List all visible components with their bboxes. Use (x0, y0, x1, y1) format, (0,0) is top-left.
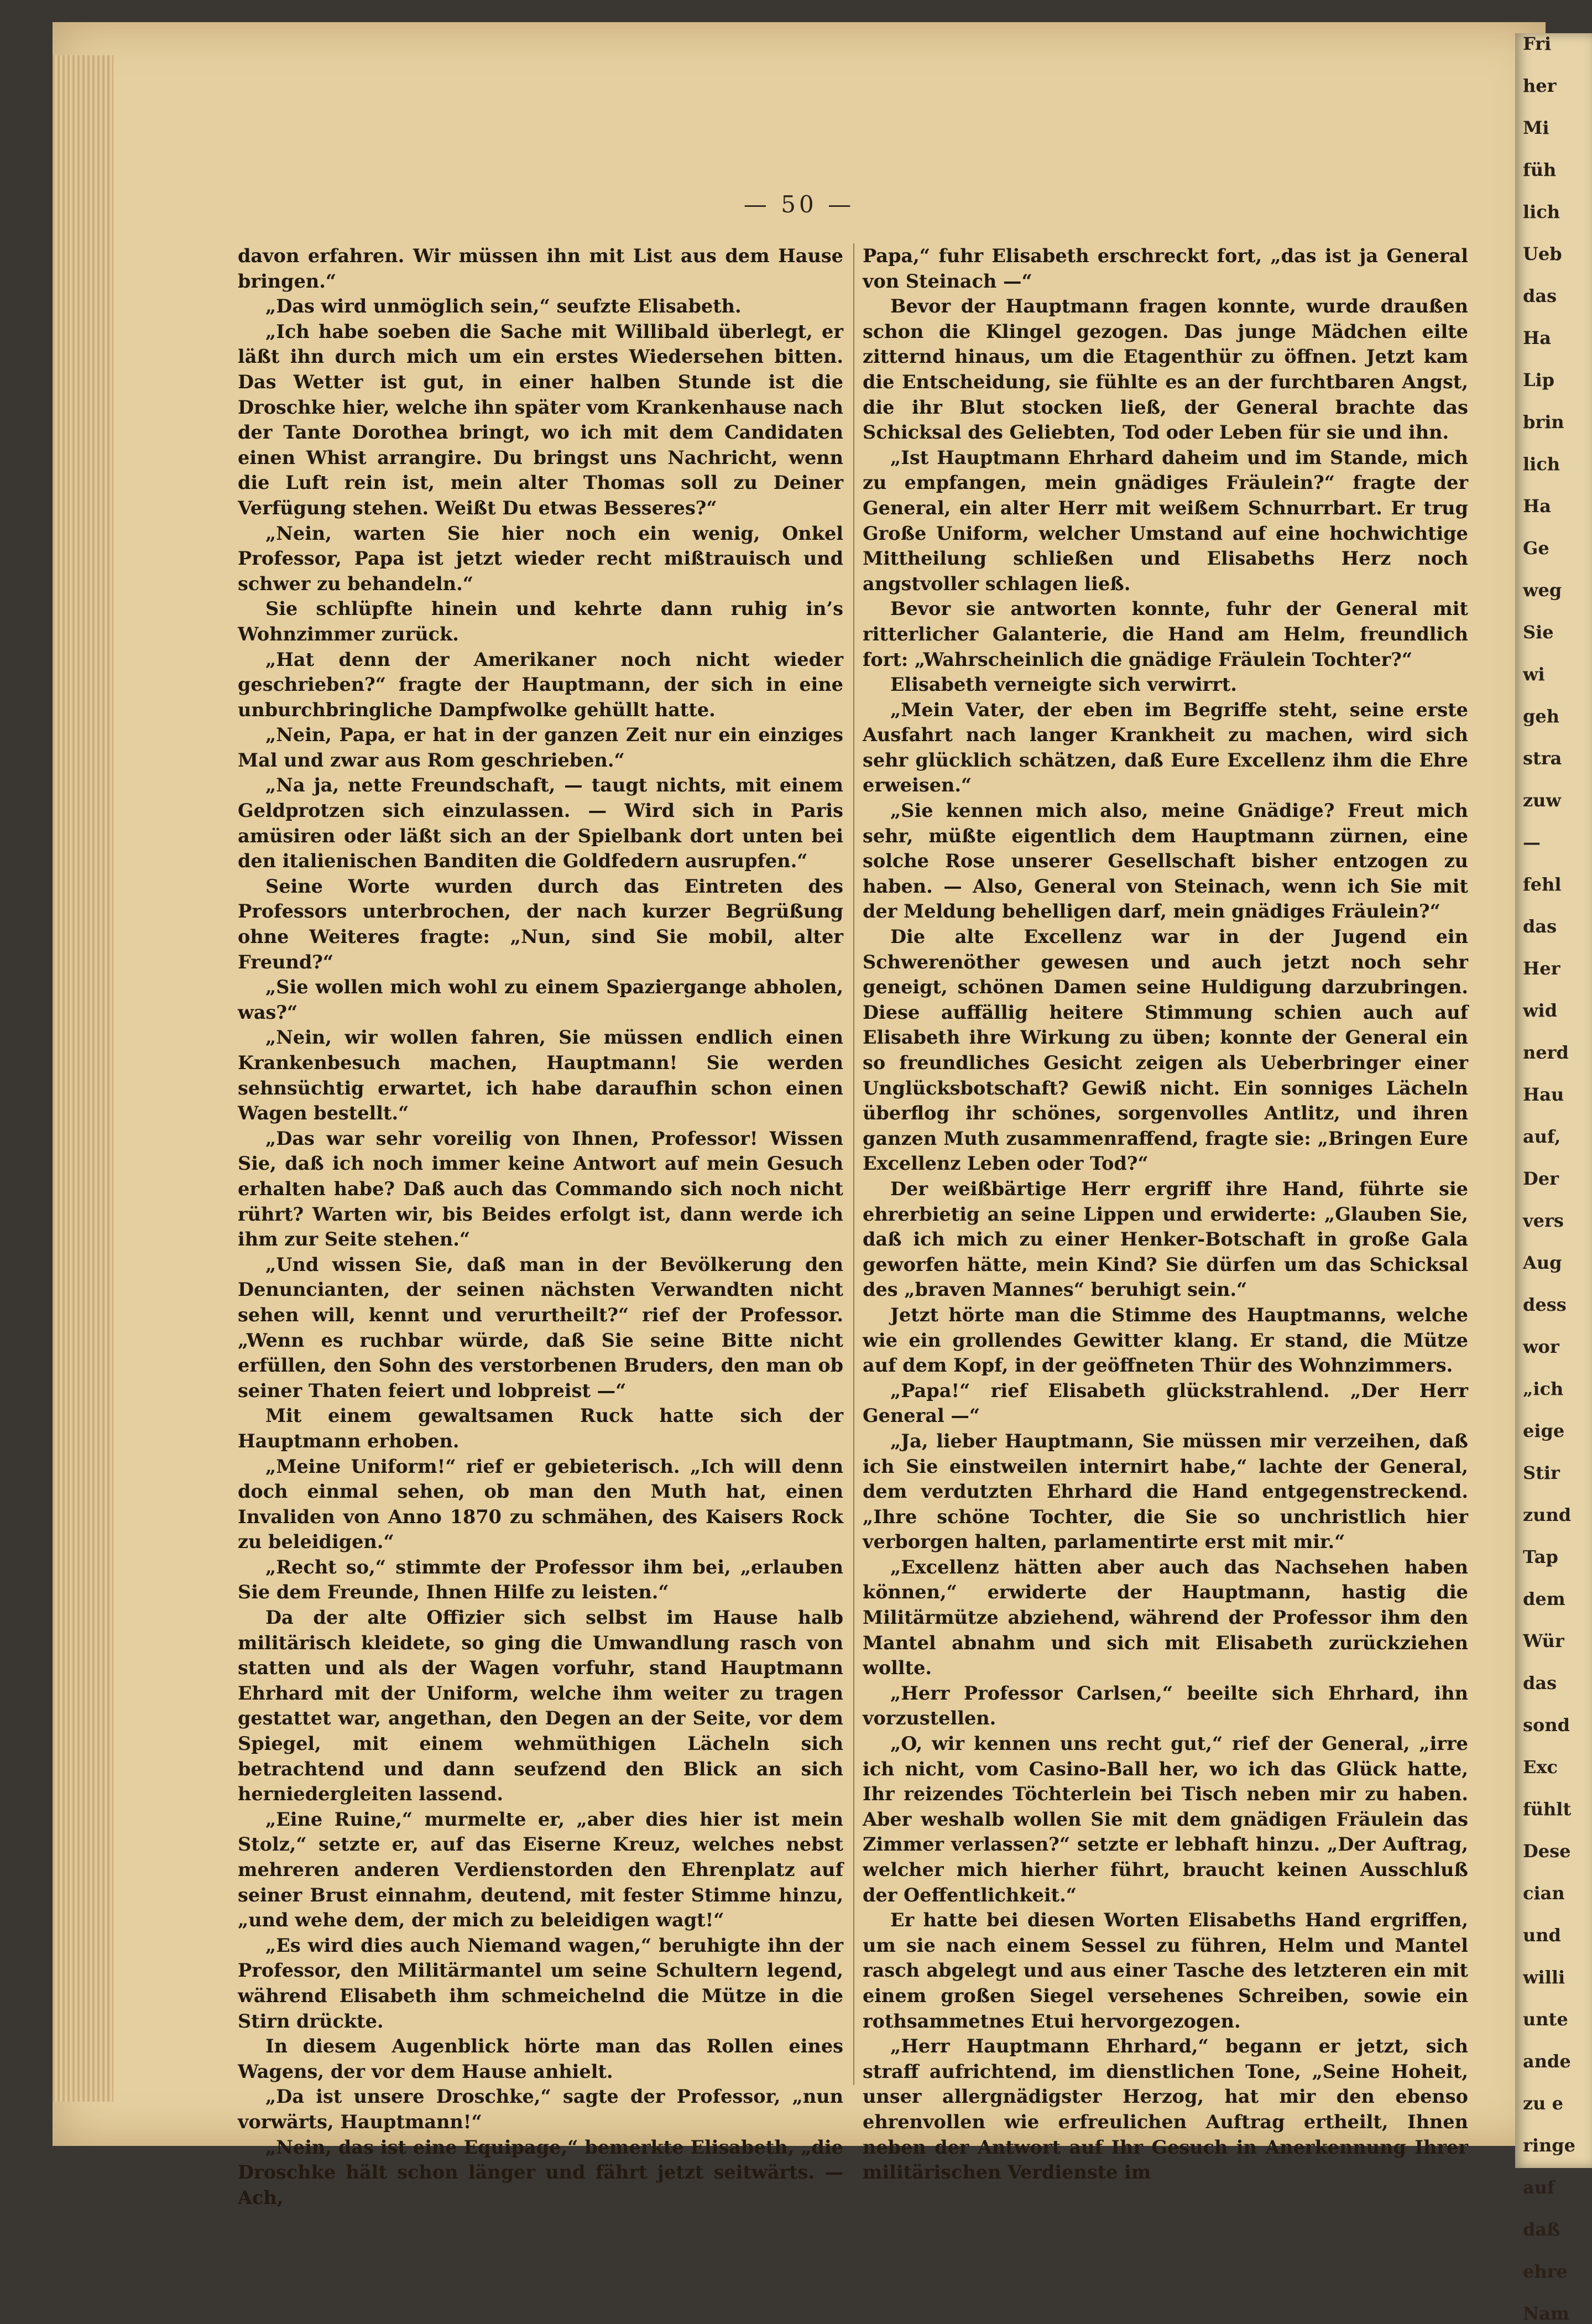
paragraph: „Nein, wir wollen fahren, Sie müssen endlich einen Krankenbesuch machen, Hauptmann! Sie werden sehnsüchtig erwartet, ich habe daraufhin schon einen Wagen bestellt.“ (238, 1026, 843, 1124)
next-page-fragment: dem (1523, 1588, 1565, 1609)
paragraph: „Da ist unsere Droschke,“ sagte der Professor, „nun vorwärts, Hauptmann!“ (238, 2086, 843, 2133)
paragraph: „Herr Hauptmann Ehrhard,“ begann er jetzt, sich straff aufrichtend, im dienstlichen Tone, „Seine Hoheit, unser allergnädigster Herzog, hat mir den ebenso ehrenvollen wie erfreulichen Auftrag ertheilt, Ihnen neben der Antwort auf Ihr Gesuch in Anerkennung Ihrer militärischen Verdienste im (863, 2035, 1468, 2184)
next-page-fragment: lich (1523, 454, 1560, 475)
paragraph: „Das war sehr voreilig von Ihnen, Professor! Wissen Sie, daß ich noch immer keine Antwort auf mein Gesuch erhalten habe? Daß auch das Commando sich noch nicht rührt? Warten wir, bis Beides erfolgt ist, dann werde ich ihm zur Seite stehen.“ (238, 1127, 843, 1250)
paragraph: „Hat denn der Amerikaner noch nicht wieder geschrieben?“ fragte der Hauptmann, der sich in eine unburchbringliche Dampfwolke gehüllt hatte. (238, 648, 843, 721)
next-page-fragment: zu e (1523, 2093, 1563, 2114)
paragraph: „Ja, lieber Hauptmann, Sie müssen mir verzeihen, daß ich Sie einstweilen internirt habe,“ lachte der General, dem verdutzten Ehrhard die Hand entgegenstreckend. „Ihre schöne Tochter, die Sie so unchristlich hier verborgen halten, parlamentirte erst mit mir.“ (863, 1430, 1468, 1553)
next-page-fragment: „ich (1523, 1378, 1564, 1399)
paragraph: „Mein Vater, der eben im Begriffe steht, seine erste Ausfahrt nach langer Krankheit zu machen, wird sich sehr glücklich schätzen, daß Eure Excellenz ihm die Ehre erweisen.“ (863, 699, 1468, 796)
next-page-fragment: wor (1523, 1336, 1559, 1357)
next-page-fragment: auf (1523, 2177, 1555, 2198)
paragraph: „O, wir kennen uns recht gut,“ rief der General, „irre ich nicht, vom Casino-Ball her, wo ich das Glück hatte, Ihr reizendes Töchterlein bei Tisch neben mir zu haben. Aber weshalb wollen Sie mit dem gnädigen Fräulein das Zimmer verlassen?“ setzte er lebhaft hinzu. „Der Auftrag, welcher mich hierher führt, braucht keinen Ausschluß der Oeffentlichkeit.“ (863, 1733, 1468, 1906)
next-page-fragment: nerd (1523, 1042, 1569, 1063)
next-page-fragment: Der (1523, 1168, 1559, 1189)
paragraph: „Meine Uniform!“ rief er gebieterisch. „Ich will denn doch einmal sehen, ob man den Muth hat, einen Invaliden von Anno 1870 zu schmähen, des Kaisers Rock zu beleidigen.“ (238, 1455, 843, 1553)
paragraph: „Ich habe soeben die Sache mit Willibald überlegt, er läßt ihn durch mich um ein erstes Wiedersehen bitten. Das Wetter ist gut, in einer halben Stunde ist die Droschke hier, welche ihn später vom Krankenhause nach der Tante Dorothea bringt, wo ich mit dem Candidaten einen Whist arrangire. Du bringst uns Nachricht, wenn die Luft rein ist, mein alter Thomas soll zu Deiner Verfügung stehen. Weißt Du etwas Besseres?“ (238, 320, 843, 519)
next-page-fragment: Aug (1523, 1252, 1562, 1273)
page-edges (53, 55, 113, 2102)
next-page-edge (1515, 33, 1592, 2324)
paragraph: „Ist Hauptmann Ehrhard daheim und im Stande, mich zu empfangen, mein gnädiges Fräulein?“ fragte der General, ein alter Herr mit weißem Schnurrbart. Er trug Große Uniform, welcher Umstand auf eine hochwichtige Mittheilung schließen und Elisabeths Herz noch angstvoller schlagen ließ. (863, 446, 1468, 595)
paragraph: „Recht so,“ stimmte der Professor ihm bei, „erlauben Sie dem Freunde, Ihnen Hilfe zu leisten.“ (238, 1556, 843, 1603)
next-page-fragment: Exc (1523, 1757, 1558, 1778)
next-page-fragment: Dese (1523, 1841, 1571, 1862)
next-page-fragment: fehl (1523, 874, 1562, 895)
next-page-fragment: das (1523, 916, 1557, 937)
next-page-fragment: das (1523, 1672, 1557, 1694)
next-page-fragment: vers (1523, 1210, 1564, 1231)
next-page-fragment: Ueb (1523, 243, 1562, 264)
next-page-fragment: Ge (1523, 538, 1549, 559)
next-page-fragment: willi (1523, 1967, 1565, 1988)
next-page-fragment: Ha (1523, 496, 1551, 517)
next-page-fragment: wi (1523, 664, 1545, 685)
paragraph: In diesem Augenblick hörte man das Rollen eines Wagens, der vor dem Hause anhielt. (238, 2035, 843, 2082)
paragraph: „Na ja, nette Freundschaft, — taugt nichts, mit einem Geldprotzen sich einzulassen. — Wird sich in Paris amüsiren oder läßt sich an der Spielbank dort unten bei den italienischen Banditen die Goldfedern ausrupfen.“ (238, 774, 843, 872)
paragraph: „Und wissen Sie, daß man in der Bevölkerung den Denuncianten, der seinen nächsten Verwandten nicht sehen will, kennt und verurtheilt?“ rief der Professor. „Wenn es ruchbar würde, daß Sie seine Bitte nicht erfüllen, den Sohn des verstorbenen Bruders, den man ob seiner Thaten feiert und lobpreist —“ (238, 1253, 843, 1401)
next-page-fragment: Nam (1523, 2303, 1569, 2324)
paragraph: Sie schlüpfte hinein und kehrte dann ruhig in’s Wohnzimmer zurück. (238, 598, 843, 645)
next-page-fragment: brin (1523, 411, 1564, 433)
next-page-fragment: zund (1523, 1504, 1572, 1525)
next-page-fragment: wid (1523, 1000, 1558, 1021)
next-page-fragment: Sie (1523, 622, 1554, 643)
paragraph: Papa,“ fuhr Elisabeth erschreckt fort, „das ist ja General von Steinach —“ (863, 245, 1468, 292)
paragraph: „Nein, das ist eine Equipage,“ bemerkte Elisabeth, „die Droschke hält schon länger und fährt jetzt seitwärts. — Ach, (238, 2136, 843, 2208)
next-page-fragment: ande (1523, 2051, 1571, 2072)
next-page-fragment: und (1523, 1925, 1561, 1946)
paragraph: „Das wird unmöglich sein,“ seufzte Elisabeth. (265, 295, 742, 317)
next-page-fragment: Lip (1523, 369, 1555, 390)
next-page-fragment: Fri (1523, 33, 1552, 54)
next-page-fragment: zuw (1523, 790, 1561, 811)
next-page-fragment: ehre (1523, 2261, 1568, 2282)
paragraph: Da der alte Offizier sich selbst im Hause halb militärisch kleidete, so ging die Umwandlung rasch von statten und als der Wagen vorfuhr, stand Hauptmann Ehrhard mit der Uniform, welche ihm weiter zu tragen gestattet war, angethan, den Degen an der Seite, vor dem Spiegel, mit einem wehmüthigen Lächeln sich betrachtend und dann seufzend den Blick an sich herniedergleiten lassend. (238, 1607, 843, 1805)
page-number: — 50 — (743, 191, 855, 218)
paragraph: „Herr Professor Carlsen,“ beeilte sich Ehrhard, ihn vorzustellen. (863, 1682, 1468, 1729)
paragraph: davon erfahren. Wir müssen ihn mit List aus dem Hause bringen.“ (238, 245, 843, 292)
next-page-fragment: stra (1523, 748, 1562, 769)
next-page-fragment: Mi (1523, 117, 1549, 138)
next-page-fragment: Tap (1523, 1546, 1558, 1567)
next-page-fragment: sond (1523, 1715, 1570, 1736)
next-page-fragment: her (1523, 75, 1557, 96)
next-page-fragment: daß (1523, 2219, 1560, 2240)
next-page-fragment: das (1523, 285, 1557, 306)
paragraph: Die alte Excellenz war in der Jugend ein Schwerenöther gewesen und auch jetzt noch sehr geneigt, schönen Damen seine Huldigung darzubringen. Diese auffällig heitere Stimmung schien auch auf Elisabeth ihre Wirkung zu üben; konnte der General ein so freundliches Gesicht zeigen als Ueberbringer einer Unglücksbotschaft? Gewiß nicht. Ein sonniges Lächeln überflog ihr schönes, sorgenvolles Antlitz, und ihren ganzen Muth zusammenraffend, fragte sie: „Bringen Eure Excellenz Leben oder Tod?“ (863, 926, 1468, 1175)
paragraph: Seine Worte wurden durch das Eintreten des Professors unterbrochen, der nach kurzer Begrüßung ohne Weiteres fragte: „Nun, sind Sie mobil, alter Freund?“ (238, 875, 843, 973)
next-page-fragment: füh (1523, 159, 1557, 180)
paragraph: „Eine Ruine,“ murmelte er, „aber dies hier ist mein Stolz,“ setzte er, auf das Eiserne Kreuz, welches nebst mehreren anderen Verdienstorden den Ehrenplatz auf seiner Brust einnahm, deutend, mit fester Stimme hinzu, „und wehe dem, der mich zu beleidigen wagt!“ (238, 1808, 843, 1931)
paragraph: Mit einem gewaltsamen Ruck hatte sich der Hauptmann erhoben. (238, 1405, 843, 1452)
left-column (238, 243, 843, 2208)
next-page-fragment: Wür (1523, 1630, 1564, 1651)
paragraph: „Nein, Papa, er hat in der ganzen Zeit nur ein einziges Mal und zwar aus Rom geschrieben.“ (238, 724, 843, 771)
book-page (53, 22, 1546, 2208)
next-page-fragment: fühlt (1523, 1799, 1572, 1820)
next-page-fragment: Hau (1523, 1084, 1564, 1105)
next-page-fragment: Her (1523, 958, 1560, 979)
next-page-fragment: unte (1523, 2009, 1568, 2030)
paragraph: Jetzt hörte man die Stimme des Hauptmanns, welche wie ein grollendes Gewitter klang. Er stand, die Mütze auf dem Kopf, in der geöffneten Thür des Wohnzimmers. (863, 1304, 1468, 1377)
next-page-fragment: lich (1523, 201, 1560, 222)
paragraph: Bevor der Hauptmann fragen konnte, wurde draußen schon die Klingel gezogen. Das junge Mädchen eilte zitternd hinaus, um die Etagenthür zu öffnen. Jetzt kam die Entscheidung, sie fühlte es an der furchtbaren Angst, die ihr Blut stocken ließ, der General brachte das Schicksal des Geliebten, Tod oder Leben für sie und ihn. (863, 295, 1468, 444)
next-page-fragment: weg (1523, 580, 1562, 601)
paragraph: Der weißbärtige Herr ergriff ihre Hand, führte sie ehrerbietig an seine Lippen und erwiderte: „Glauben Sie, daß ich mich zu einer Henker-Botschaft in große Gala geworfen hätte, mein Kind? Sie dürfen um das Schicksal des „braven Mannes“ beruhigt sein.“ (863, 1177, 1468, 1301)
next-page-fragment: ringe (1523, 2135, 1576, 2156)
paragraph: Bevor sie antworten konnte, fuhr der General mit ritterlicher Galanterie, die Hand am Helm, freundlich fort: „Wahrscheinlich die gnädige Fräulein Tochter?“ (863, 598, 1468, 670)
right-column (863, 243, 1468, 2184)
column-divider (853, 243, 854, 2085)
paragraph: Elisabeth verneigte sich verwirrt. (890, 674, 1237, 696)
paragraph: Er hatte bei diesen Worten Elisabeths Hand ergriffen, um sie nach einem Sessel zu führen, Helm und Mantel rasch abgelegt und aus einer Tasche des letzteren ein mit einem großen Siegel versehenes Schreiben, sowie ein rothsammetnes Etui hervorgezogen. (863, 1909, 1468, 2032)
paragraph: „Excellenz hätten aber auch das Nachsehen haben können,“ erwiderte der Hauptmann, hastig die Militärmütze abziehend, während der Professor ihm den Mantel abnahm und sich mit Elisabeth zurückziehen wollte. (863, 1556, 1468, 1679)
next-page-fragment: auf, (1523, 1126, 1561, 1147)
next-page-fragment: Stir (1523, 1462, 1560, 1483)
paragraph: „Papa!“ rief Elisabeth glückstrahlend. „Der Herr General —“ (863, 1379, 1468, 1427)
paragraph: „Nein, warten Sie hier noch ein wenig, Onkel Professor, Papa ist jetzt wieder recht mißtrauisch und schwer zu behandeln.“ (238, 522, 843, 595)
next-page-fragment: cian (1523, 1883, 1565, 1904)
next-page-fragment: Ha (1523, 327, 1551, 348)
paragraph: „Sie kennen mich also, meine Gnädige? Freut mich sehr, müßte eigentlich dem Hauptmann zürnen, eine solche Rose unserer Gesellschaft bisher entzogen zu haben. — Also, General von Steinach, wenn ich Sie mit der Meldung behelligen darf, mein gnädiges Fräulein?“ (863, 800, 1468, 923)
paragraph: „Sie wollen mich wohl zu einem Spaziergange abholen, was?“ (238, 976, 843, 1023)
next-page-fragment: eige (1523, 1420, 1565, 1441)
paragraph: „Es wird dies auch Niemand wagen,“ beruhigte ihn der Professor, den Militärmantel um seine Schultern legend, während Elisabeth ihm schmeichelnd die Mütze in die Stirn drückte. (238, 1934, 843, 2032)
next-page-fragment: dess (1523, 1294, 1567, 1315)
next-page-fragment: geh (1523, 706, 1559, 727)
next-page-fragment: — (1523, 832, 1541, 853)
